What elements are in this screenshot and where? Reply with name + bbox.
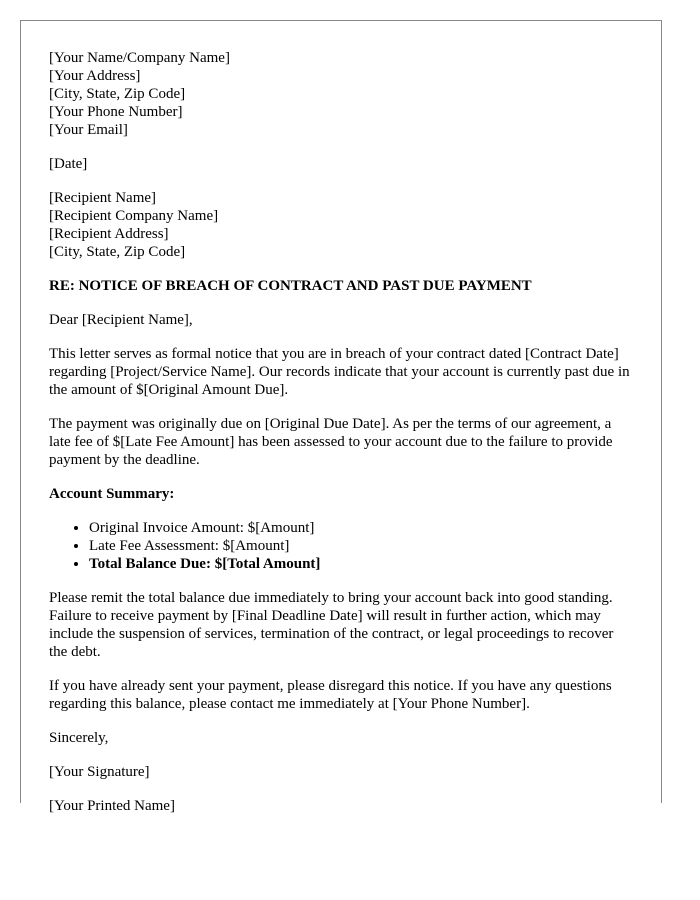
summary-item-total: • Total Balance Due: $[Total Amount] [89, 555, 633, 573]
subject-line: RE: NOTICE OF BREACH OF CONTRACT AND PAST DUE PAYMENT [49, 278, 532, 294]
closing-paragraph-2: If you have already sent your payment, please disregard this notice. If you have any questions regarding this balance, please contact me immediately at [Your Phone Number]. [49, 678, 612, 712]
account-summary-list [49, 519, 633, 573]
body-paragraph-2: The payment was originally due on [Original Due Date]. As per the terms of our agreement, a late fee of $[Late Fee Amount] has been assessed to your account due to the failure to provide payment by the deadline. [49, 416, 613, 468]
summary-item-invoice: • Original Invoice Amount: $[Amount] [89, 519, 633, 537]
salutation: Dear [Recipient Name], [49, 312, 193, 328]
letter-date: [Date] [49, 156, 88, 172]
recipient-name: [Recipient Name] [49, 190, 157, 206]
letter-content [21, 21, 661, 815]
recipient-address: [Recipient Address] [49, 226, 169, 242]
account-summary-title: Account Summary: [49, 486, 175, 502]
sender-name: [Your Name/Company Name] [49, 50, 230, 66]
recipient-city: [City, State, Zip Code] [49, 244, 186, 260]
body-paragraph-1: This letter serves as formal notice that you are in breach of your contract dated [Contract Date] regarding [Project/Service Name]. Our records indicate that your account is currently past due in the amount of $[Original Amount Due]. [49, 346, 630, 398]
summary-item-late-fee: • Late Fee Assessment: $[Amount] [89, 537, 633, 555]
printed-name: [Your Printed Name] [49, 798, 175, 814]
closing-paragraph-1: Please remit the total balance due immediately to bring your account back into good standing. Failure to receive payment by [Final Deadline Date] will result in further action, which may include the suspension of services, termination of the contract, or legal proceedings to recover the debt. [49, 590, 614, 660]
signature: [Your Signature] [49, 764, 150, 780]
recipient-company: [Recipient Company Name] [49, 208, 219, 224]
letter-page [20, 20, 662, 814]
signoff: Sincerely, [49, 730, 109, 746]
sender-city: [City, State, Zip Code] [49, 86, 186, 102]
sender-email: [Your Email] [49, 122, 128, 138]
recipient-block [49, 189, 633, 261]
date-block [49, 155, 633, 173]
sender-address: [Your Address] [49, 68, 141, 84]
sender-phone: [Your Phone Number] [49, 104, 183, 120]
sender-block [49, 49, 633, 139]
